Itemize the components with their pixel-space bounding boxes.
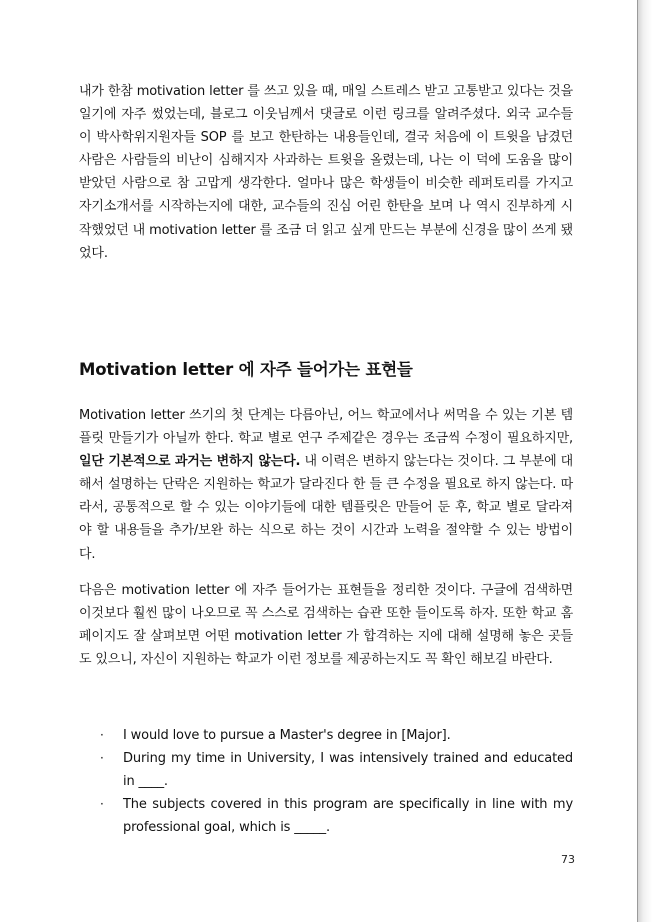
bullet-icon: ·	[100, 797, 104, 812]
list-item-text: I would love to pursue a Master's degree in [Major].	[123, 728, 451, 743]
list-item-text: The subjects covered in this program are specifically in line with my professional goal, which is _____.	[123, 797, 573, 836]
bullet-icon: ·	[100, 751, 104, 766]
template-paragraph	[79, 404, 573, 566]
expressions-list	[79, 724, 573, 839]
list-item	[79, 724, 573, 747]
page-content	[79, 80, 574, 836]
list-item	[79, 793, 573, 839]
expressions-intro-paragraph: 다음은 motivation letter 에 자주 들어가는 표현들을 정리한 것이다. 구글에 검색하면 이것보다 훨씬 많이 나오므로 꼭 스스로 검색하는 습관 또한 들이도록 하자. 또한 학교 홈페이지도 잘 살펴보면 어떤 motivation letter 가 합격하는 지에 대해 설명해 놓은 곳들도 있으니, 자신이 지원하는 학교가 이런 정보를 제공하는지도 꼭 확인 해보길 바란다.	[79, 583, 573, 668]
intro-paragraph: 내가 한참 motivation letter 를 쓰고 있을 때, 매일 스트레스 받고 고통받고 있다는 것을 일기에 자주 썼었는데, 블로그 이웃님께서 댓글로 이런 링크를 알려주셨다. 외국 교수들이 박사학위지원자들 SOP 를 보고 한탄하는 내용들인데, 결국 처음에 이 트윗을 남겼던 사람은 사람들의 비난이 심해지자 사과하는 트윗을 올렸는데, 나는 이 덕에 도움을 많이 받았던 사람으로 참 고맙게 생각한다. 얼마나 많은 학생들이 비슷한 레퍼토리를 가지고 자기소개서를 시작하는지에 대한, 교수들의 진심 어린 한탄을 보며 나 역시 진부하게 시작했었던 내 motivation letter 를 조금 더 읽고 싶게 만드는 부분에 신경을 많이 쓰게 됐었다.	[79, 84, 573, 261]
section-heading: Motivation letter 에 자주 들어가는 표현들	[79, 360, 413, 379]
list-item	[79, 747, 573, 793]
bullet-icon: ·	[100, 728, 104, 742]
template-paragraph-text-after: 내 이력은 변하지 않는다는 것이다. 그 부분에 대해서 설명하는 단락은 지원하는 학교가 달라진다 한 들 큰 수정을 필요로 하지 않는다. 따라서, 공통적으로 할 수 있는 이야기들에 대한 템플릿은 만들어 둔 후, 학교 별로 달라져야 할 내용들을 추가/보완 하는 식으로 하는 것이 시간과 노력을 절약할 수 있는 방법이다.	[79, 454, 574, 562]
page-number: 73	[561, 853, 575, 866]
template-paragraph-text-before: Motivation letter 쓰기의 첫 단계는 다름아닌, 어느 학교에서나 써먹을 수 있는 기본 템플릿 만들기가 아닐까 한다. 학교 별로 연구 주제같은 경우는 조금씩 수정이 필요하지만,	[79, 408, 573, 447]
list-item-text: During my time in University, I was intensively trained and educated in ____.	[123, 751, 573, 790]
template-paragraph-bold-text: 일단 기본적으로 과거는 변하지 않는다.	[79, 454, 301, 470]
page-edge-shadow	[638, 0, 652, 922]
